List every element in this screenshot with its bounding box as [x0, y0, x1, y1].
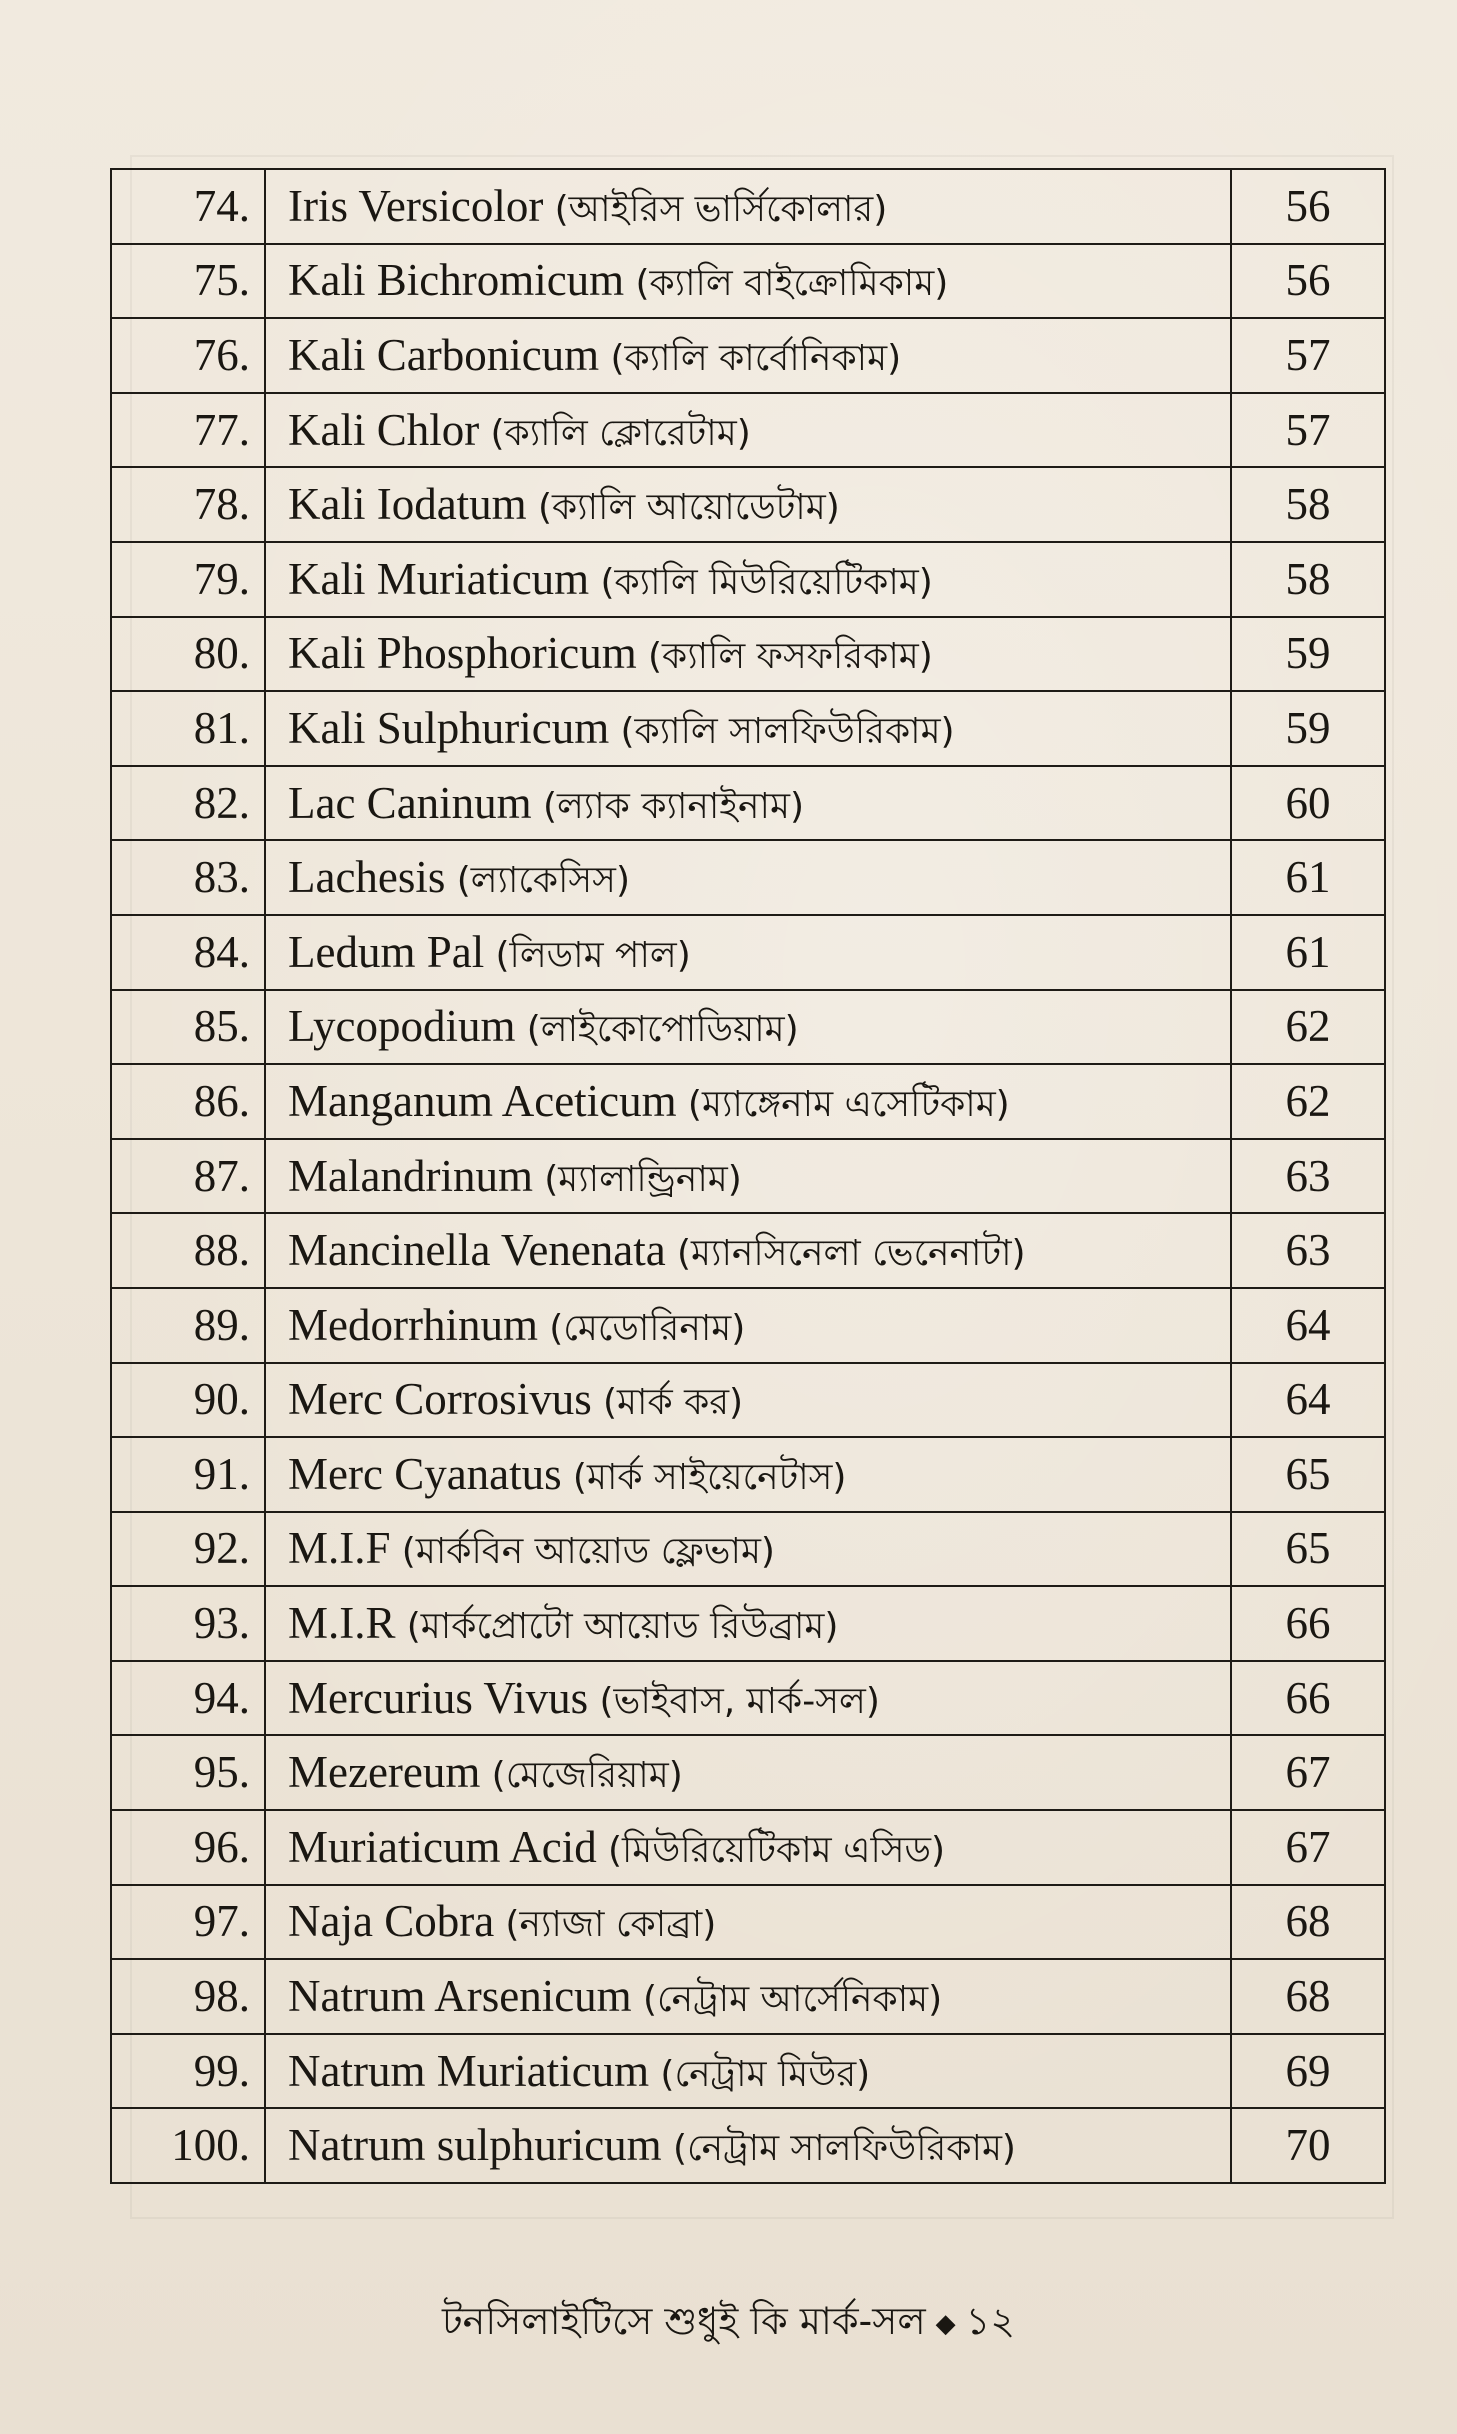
- remedy-name-cell: [265, 1213, 1231, 1288]
- page-number: 61: [1231, 840, 1385, 915]
- remedy-name-cell: [265, 244, 1231, 319]
- entry-number: 100.: [111, 2108, 265, 2183]
- entry-number: 92.: [111, 1512, 265, 1587]
- table-row: [111, 691, 1385, 766]
- remedy-bengali-name: (ভাইবাস, মার্ক-সল): [599, 1680, 880, 1722]
- table-row: [111, 1437, 1385, 1512]
- remedy-name-cell: [265, 1735, 1231, 1810]
- remedy-name-cell: [265, 1512, 1231, 1587]
- table-row: [111, 318, 1385, 393]
- page-number: 65: [1231, 1437, 1385, 1512]
- remedy-name-cell: [265, 393, 1231, 468]
- page-number: 64: [1231, 1363, 1385, 1438]
- page-number: 62: [1231, 1064, 1385, 1139]
- page-number: 67: [1231, 1735, 1385, 1810]
- remedy-name-cell: [265, 840, 1231, 915]
- remedy-name-cell: [265, 1288, 1231, 1363]
- remedy-name-cell: [265, 467, 1231, 542]
- remedy-name-cell: [265, 1586, 1231, 1661]
- table-row: [111, 393, 1385, 468]
- remedy-latin-name: Merc Corrosivus: [288, 1374, 592, 1425]
- remedy-name-cell: [265, 2108, 1231, 2183]
- remedy-bengali-name: (মিউরিয়েটিকাম এসিড): [607, 1829, 946, 1871]
- table-row: [111, 1735, 1385, 1810]
- entry-number: 88.: [111, 1213, 265, 1288]
- table-row: [111, 467, 1385, 542]
- remedy-latin-name: Mercurius Vivus: [288, 1672, 589, 1723]
- remedy-latin-name: M.I.R: [288, 1598, 396, 1649]
- remedy-latin-name: Natrum sulphuricum: [288, 2120, 662, 2171]
- remedy-latin-name: Malandrinum: [288, 1150, 533, 1201]
- remedy-name-cell: [265, 1064, 1231, 1139]
- table-row: [111, 169, 1385, 244]
- remedy-bengali-name: (মেডোরিনাম): [549, 1307, 746, 1349]
- page-number: 56: [1231, 169, 1385, 244]
- remedy-latin-name: Merc Cyanatus: [288, 1448, 562, 1499]
- table-row: [111, 1139, 1385, 1214]
- page-number: 58: [1231, 467, 1385, 542]
- footer-page-number: ১২: [965, 2299, 1016, 2343]
- page-number: 57: [1231, 393, 1385, 468]
- entry-number: 79.: [111, 542, 265, 617]
- table-row: [111, 244, 1385, 319]
- remedy-latin-name: Lac Caninum: [288, 777, 532, 828]
- page-number: 68: [1231, 1959, 1385, 2034]
- table-row: [111, 915, 1385, 990]
- remedy-latin-name: Natrum Arsenicum: [288, 1971, 632, 2022]
- remedy-latin-name: M.I.F: [288, 1523, 391, 1574]
- remedy-latin-name: Iris Versicolor: [288, 180, 544, 231]
- remedy-name-cell: [265, 1810, 1231, 1885]
- entry-number: 82.: [111, 766, 265, 841]
- contents-table: [110, 168, 1386, 2184]
- remedy-bengali-name: (ন্যাজা কোব্রা): [505, 1904, 717, 1946]
- remedy-latin-name: Kali Iodatum: [288, 479, 527, 530]
- page-number: 66: [1231, 1661, 1385, 1736]
- remedy-latin-name: Kali Phosphoricum: [288, 628, 637, 679]
- remedy-bengali-name: (ক্যালি ক্লোরেটাম): [490, 412, 751, 454]
- entry-number: 89.: [111, 1288, 265, 1363]
- entry-number: 76.: [111, 318, 265, 393]
- entry-number: 98.: [111, 1959, 265, 2034]
- entry-number: 97.: [111, 1885, 265, 1960]
- remedy-latin-name: Ledum Pal: [288, 926, 485, 977]
- remedy-bengali-name: (ক্যালি ফসফরিকাম): [647, 636, 933, 678]
- remedy-name-cell: [265, 1661, 1231, 1736]
- remedy-bengali-name: (ম্যাঙ্গেনাম এসেটিকাম): [687, 1083, 1010, 1125]
- footer-diamond-icon: ◆: [935, 2308, 956, 2339]
- remedy-bengali-name: (মার্কপ্রোটো আয়োড রিউব্রাম): [406, 1606, 839, 1648]
- contents-table-body: [111, 169, 1385, 2183]
- remedy-bengali-name: (মার্ক সাইয়েনেটাস): [572, 1456, 847, 1498]
- entry-number: 95.: [111, 1735, 265, 1810]
- remedy-name-cell: [265, 1363, 1231, 1438]
- page-number: 59: [1231, 691, 1385, 766]
- remedy-latin-name: Manganum Aceticum: [288, 1075, 677, 1126]
- entry-number: 81.: [111, 691, 265, 766]
- table-row: [111, 542, 1385, 617]
- table-row: [111, 990, 1385, 1065]
- entry-number: 93.: [111, 1586, 265, 1661]
- entry-number: 99.: [111, 2034, 265, 2109]
- remedy-name-cell: [265, 1959, 1231, 2034]
- remedy-latin-name: Medorrhinum: [288, 1299, 538, 1350]
- table-row: [111, 1213, 1385, 1288]
- remedy-bengali-name: (ক্যালি বাইক্রোমিকাম): [635, 263, 949, 305]
- remedy-bengali-name: (ক্যালি কার্বোনিকাম): [610, 337, 902, 379]
- remedy-bengali-name: (মার্ক কর): [602, 1382, 744, 1424]
- page-number: 70: [1231, 2108, 1385, 2183]
- remedy-name-cell: [265, 617, 1231, 692]
- remedy-name-cell: [265, 915, 1231, 990]
- remedy-latin-name: Kali Bichromicum: [288, 255, 625, 306]
- remedy-name-cell: [265, 1885, 1231, 1960]
- table-row: [111, 766, 1385, 841]
- table-row: [111, 2108, 1385, 2183]
- page-number: 66: [1231, 1586, 1385, 1661]
- remedy-bengali-name: (লাইকোপোডিয়াম): [526, 1009, 799, 1051]
- page-number: 62: [1231, 990, 1385, 1065]
- page-number: 60: [1231, 766, 1385, 841]
- remedy-bengali-name: (ল্যাকেসিস): [456, 860, 630, 902]
- page-number: 63: [1231, 1213, 1385, 1288]
- entry-number: 85.: [111, 990, 265, 1065]
- entry-number: 91.: [111, 1437, 265, 1512]
- remedy-bengali-name: (মেজেরিয়াম): [491, 1755, 683, 1797]
- table-row: [111, 1363, 1385, 1438]
- entry-number: 96.: [111, 1810, 265, 1885]
- remedy-latin-name: Mezereum: [288, 1747, 481, 1798]
- entry-number: 84.: [111, 915, 265, 990]
- entry-number: 78.: [111, 467, 265, 542]
- table-row: [111, 2034, 1385, 2109]
- page-number: 68: [1231, 1885, 1385, 1960]
- page-number: 59: [1231, 617, 1385, 692]
- remedy-latin-name: Muriaticum Acid: [288, 1821, 597, 1872]
- remedy-name-cell: [265, 691, 1231, 766]
- page-number: 61: [1231, 915, 1385, 990]
- page-number: 56: [1231, 244, 1385, 319]
- remedy-bengali-name: (ম্যানসিনেলা ভেনেনাটা): [677, 1233, 1026, 1275]
- page-number: 69: [1231, 2034, 1385, 2109]
- remedy-name-cell: [265, 1437, 1231, 1512]
- entry-number: 83.: [111, 840, 265, 915]
- remedy-bengali-name: (ক্যালি সালফিউরিকাম): [620, 710, 955, 752]
- entry-number: 80.: [111, 617, 265, 692]
- table-row: [111, 1586, 1385, 1661]
- entry-number: 74.: [111, 169, 265, 244]
- remedy-bengali-name: (ক্যালি আয়োডেটাম): [537, 487, 840, 529]
- remedy-bengali-name: (লিডাম পাল): [495, 934, 691, 976]
- remedy-bengali-name: (ল্যাক ক্যানাইনাম): [542, 785, 804, 827]
- entry-number: 77.: [111, 393, 265, 468]
- remedy-latin-name: Naja Cobra: [288, 1896, 495, 1947]
- remedy-latin-name: Kali Chlor: [288, 404, 480, 455]
- remedy-latin-name: Lachesis: [288, 852, 446, 903]
- remedy-latin-name: Mancinella Venenata: [288, 1225, 666, 1276]
- page-number: 63: [1231, 1139, 1385, 1214]
- remedy-bengali-name: (আইরিস ভার্সিকোলার): [554, 188, 888, 230]
- remedy-latin-name: Kali Sulphuricum: [288, 702, 610, 753]
- remedy-name-cell: [265, 169, 1231, 244]
- remedy-name-cell: [265, 1139, 1231, 1214]
- remedy-bengali-name: (ক্যালি মিউরিয়েটিকাম): [600, 561, 933, 603]
- remedy-name-cell: [265, 766, 1231, 841]
- page-number: 57: [1231, 318, 1385, 393]
- page-footer: [0, 2292, 1457, 2356]
- remedy-bengali-name: (নেট্রাম সালফিউরিকাম): [672, 2128, 1016, 2170]
- entry-number: 94.: [111, 1661, 265, 1736]
- page-number: 58: [1231, 542, 1385, 617]
- table-row: [111, 1661, 1385, 1736]
- remedy-name-cell: [265, 318, 1231, 393]
- remedy-latin-name: Kali Muriaticum: [288, 553, 590, 604]
- remedy-bengali-name: (ম্যালান্ড্রিনাম): [544, 1158, 742, 1200]
- remedy-bengali-name: (নেট্রাম আর্সেনিকাম): [642, 1979, 943, 2021]
- remedy-bengali-name: (নেট্রাম মিউর): [660, 2053, 871, 2095]
- table-row: [111, 1885, 1385, 1960]
- page-number: 65: [1231, 1512, 1385, 1587]
- entry-number: 75.: [111, 244, 265, 319]
- remedy-latin-name: Lycopodium: [288, 1001, 516, 1052]
- footer-book-title: টনসিলাইটিসে শুধুই কি মার্ক-সল: [441, 2299, 926, 2343]
- remedy-bengali-name: (মার্কবিন আয়োড ফ্লেভাম): [401, 1531, 775, 1573]
- table-row: [111, 1288, 1385, 1363]
- table-row: [111, 1512, 1385, 1587]
- table-row: [111, 1810, 1385, 1885]
- page-number: 67: [1231, 1810, 1385, 1885]
- remedy-name-cell: [265, 542, 1231, 617]
- table-row: [111, 617, 1385, 692]
- remedy-name-cell: [265, 990, 1231, 1065]
- remedy-latin-name: Natrum Muriaticum: [288, 2045, 650, 2096]
- entry-number: 90.: [111, 1363, 265, 1438]
- entry-number: 87.: [111, 1139, 265, 1214]
- entry-number: 86.: [111, 1064, 265, 1139]
- table-row: [111, 1064, 1385, 1139]
- page-number: 64: [1231, 1288, 1385, 1363]
- table-row: [111, 1959, 1385, 2034]
- table-row: [111, 840, 1385, 915]
- remedy-name-cell: [265, 2034, 1231, 2109]
- remedy-latin-name: Kali Carbonicum: [288, 329, 600, 380]
